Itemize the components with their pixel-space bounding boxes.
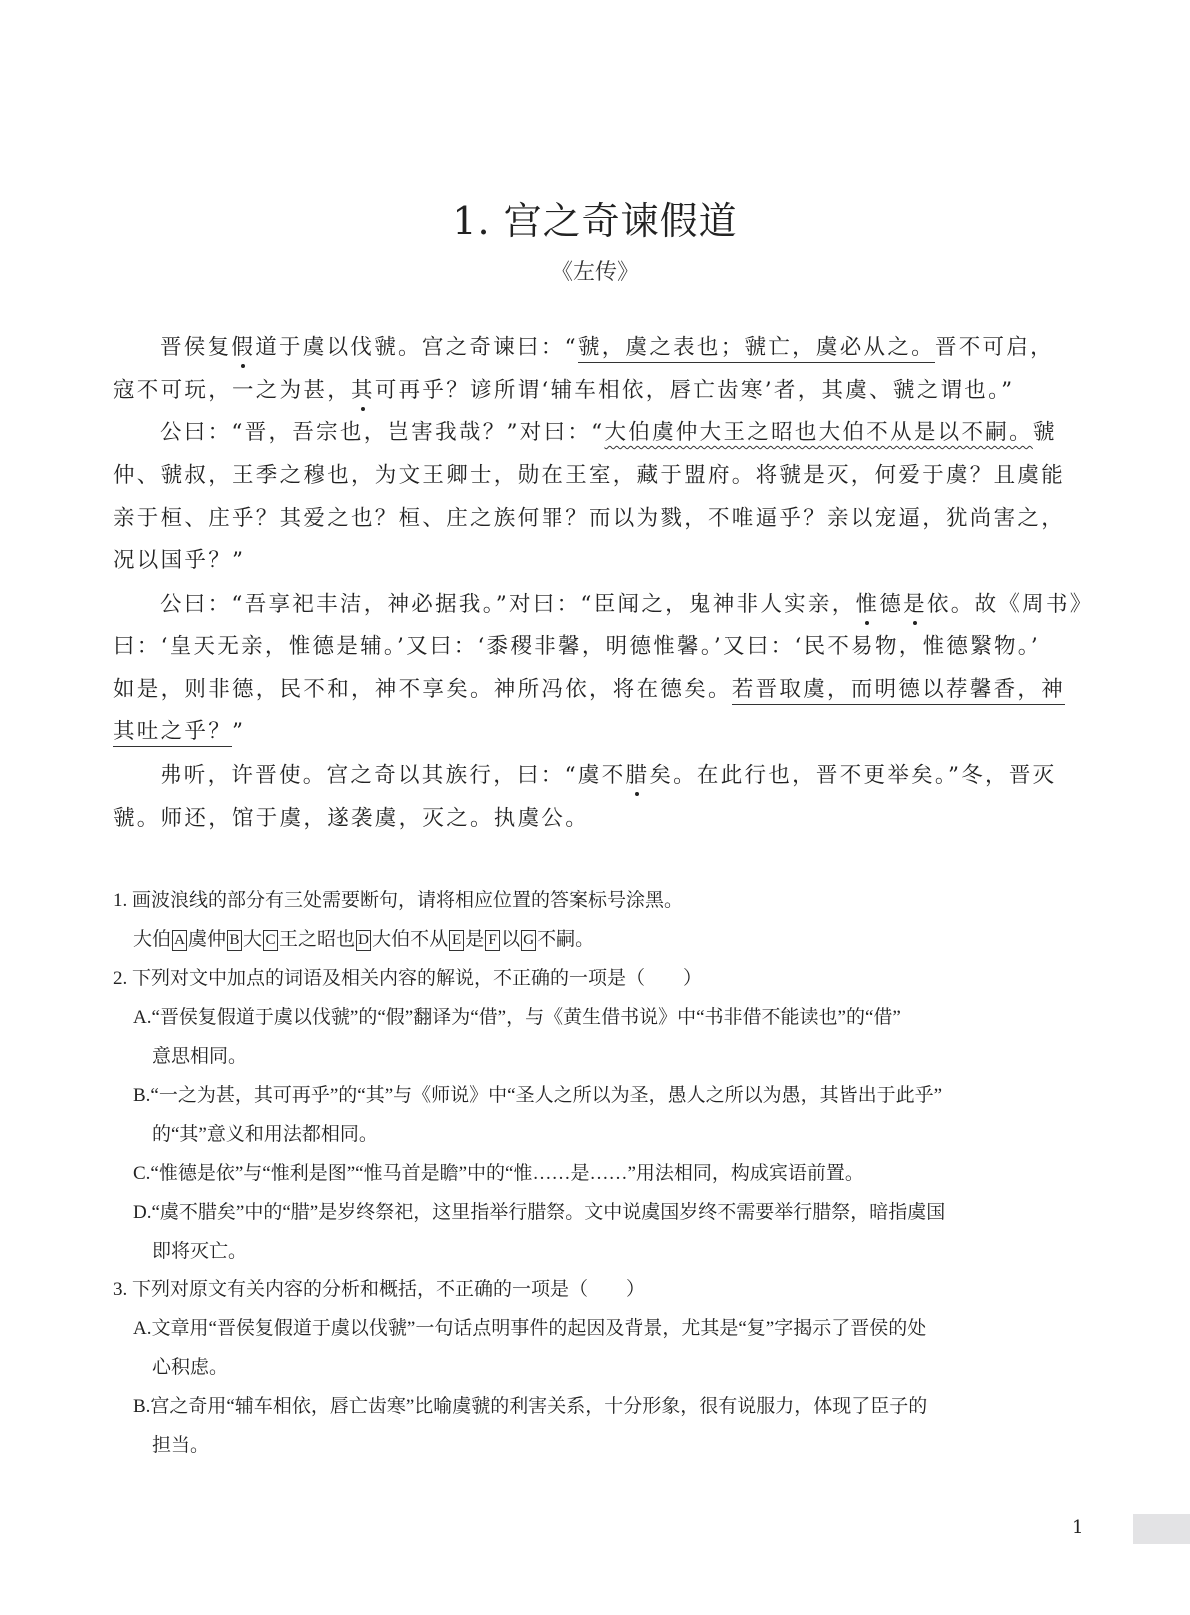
emphasis-dot-word: 腊 [625,763,650,788]
text-run: 道于虞以伐虢。宫之奇谏曰：“ [255,335,578,360]
answer-box-e[interactable]: E [449,930,464,951]
segment: 不嗣。 [537,929,595,950]
text-run: 虢 [1032,420,1057,445]
text-run: ” [232,719,246,744]
text-run: 矣。在此行也，晋不更举矣。”冬，晋灭 [649,763,1057,788]
option-3b-cont: 担当。 [152,1435,210,1456]
question-1-sentence [133,927,594,953]
passage-line: 况以国乎？” [113,548,246,573]
page-number: 1 [1072,1517,1084,1538]
answer-box-c[interactable]: C [263,930,278,951]
option-2d[interactable]: D.“虞不腊矣”中的“腊”是岁终祭祀，这里指举行腊祭。文中说虞国岁终不需要举行腊祭，暗指虞国 [133,1202,946,1223]
question-2-stem: 2. 下列对文中加点的词语及相关内容的解说，不正确的一项是（ ） [113,968,703,989]
text-run: 如是，则非德，民不和，神不享矣。神所冯依，将在德矣。 [113,677,732,702]
passage-line: 曰：‘皇天无亲，惟德是辅。’又曰：‘黍稷非馨，明德惟馨。’又曰：‘民不易物，惟德繄物。’ [113,634,1040,659]
option-3b[interactable]: B.宫之奇用“辅车相依，唇亡齿寒”比喻虞虢的利害关系，十分形象，很有说服力，体现了臣子的 [133,1396,928,1417]
segment: 大伯 [133,929,172,950]
text-run: 德 [879,592,904,617]
answer-box-f[interactable]: F [485,930,500,951]
option-2b[interactable]: B.“一之为甚，其可再乎”的“其”与《师说》中“圣人之所以为圣，愚人之所以为愚，其皆出于此乎” [133,1085,943,1106]
question-1-stem: 1. 画波浪线的部分有三处需要断句，请将相应位置的答案标号涂黑。 [113,890,684,911]
passage-line: 仲、虢叔，王季之穆也，为文王卿士，勋在王室，藏于盟府。将虢是灭，何爱于虞？且虞能 [113,463,1066,488]
segment: 大伯不从 [372,929,449,950]
answer-box-g[interactable]: G [521,930,536,951]
emphasis-dot-word: 其 [351,378,375,403]
wavy-underlined-sentence: 大伯虞仲大王之昭也大伯不从是以不嗣。 [604,420,1033,445]
page-title: 1. 宫之奇谏假道 [452,199,738,243]
question-3-stem: 3. 下列对原文有关内容的分析和概括，不正确的一项是（ ） [113,1279,646,1300]
text-run: 可再乎？谚所谓‘辅车相依，唇亡齿寒’者，其虞、虢之谓也。” [374,378,1015,403]
passage-line [113,675,1075,705]
answer-box-d[interactable]: D [356,930,371,951]
underlined-sentence: 其吐之乎？ [113,719,232,747]
option-2a[interactable]: A.“晋侯复假道于虞以伐虢”的“假”翻译为“借”，与《黄生借书说》中“书非借不能读也”的“借” [133,1007,901,1028]
answer-box-b[interactable]: B [227,930,242,951]
segment: 以 [501,929,521,950]
underlined-sentence: 若晋取虞，而明德以荐馨香，神 [732,677,1065,705]
text-run: 依。故《周书》 [926,592,1094,617]
passage-line [160,418,1075,448]
answer-box-a[interactable]: A [172,930,187,951]
segment: 虞仲 [188,929,227,950]
option-3a-cont: 心积虑。 [152,1357,229,1378]
option-3a[interactable]: A.文章用“晋侯复假道于虞以伐虢”一句话点明事件的起因及背景，尤其是“复”字揭示了晋侯的处 [133,1318,927,1339]
option-2d-cont: 即将灭亡。 [152,1241,248,1262]
option-2b-cont: 的“其”意义和用法都相同。 [152,1124,378,1145]
text-run: 晋侯复 [160,335,232,360]
passage-line [113,376,1075,406]
segment: 王之昭也 [279,929,356,950]
passage-line [160,761,1075,791]
emphasis-dot-word: 惟 [855,592,880,617]
text-run: 公曰：“晋，吾宗也，岂害我哉？”对曰：“ [160,420,605,445]
text-run: 晋不可启， [934,335,1054,360]
page-edge-tab [1133,1514,1190,1544]
passage-line [160,590,1094,620]
source-attribution: 《左传》 [550,260,639,285]
segment: 大 [243,929,263,950]
text-run: 寇不可玩，一之为甚， [113,378,352,403]
option-2c[interactable]: C.“惟德是依”与“惟利是图”“惟马首是瞻”中的“惟……是……”用法相同，构成宾语前置。 [133,1163,864,1184]
underlined-sentence: 虢，虞之表也；虢亡，虞必从之。 [578,335,935,363]
passage-line [113,717,1075,747]
text-run: 弗听，许晋使。宫之奇以其族行，曰：“虞不 [160,763,626,788]
option-2a-cont: 意思相同。 [152,1046,248,1067]
text-run: 公曰：“吾享祀丰洁，神必据我。”对曰：“臣闻之，鬼神非人实亲， [160,592,856,617]
emphasis-dot-word: 是 [903,592,927,617]
emphasis-dot-word: 假 [231,335,256,360]
passage-line: 虢。师还，馆于虞，遂袭虞，灭之。执虞公。 [113,806,590,831]
passage-line [160,333,1075,363]
segment: 是 [465,929,485,950]
passage-line: 亲于桓、庄乎？其爱之也？桓、庄之族何罪？而以为戮，不唯逼乎？亲以宠逼，犹尚害之， [113,506,1066,531]
